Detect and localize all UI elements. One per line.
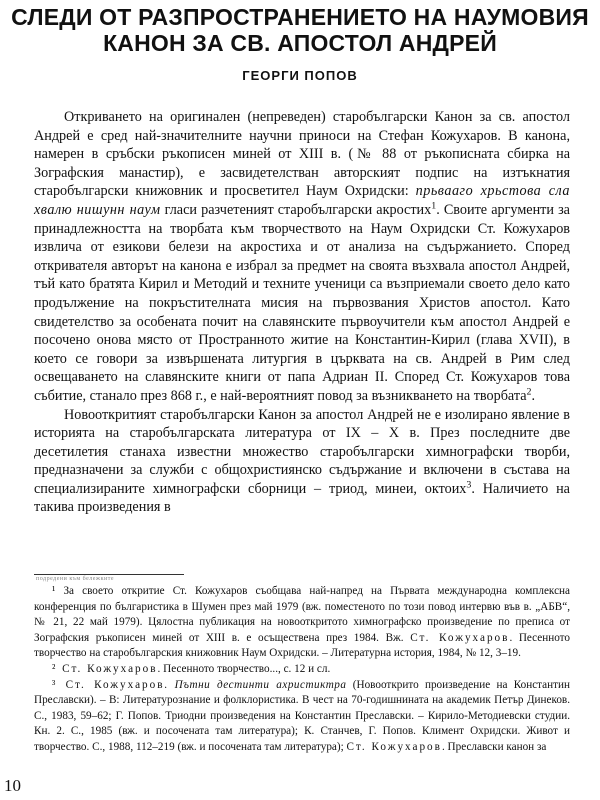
paragraph-1: Откриването на оригинален (непреведен) старобългарски Канон за св. апостол Андрей е сред най-значителните научни приноси на Стефан Кожухаров. В канона, намерен в сръбски ръкописен миней от XIII в. (№ 88 от ръкописната сбирка на Зографския манастир), е засвидетелстван авторският подпис на изтъкнатия старобългарски книжовник и просветител Наум Охридски: прьвааго хрьстова сла хвалю нишунн наум гласи разчетеният старобългарски акростих$^1$. Своите аргументи за принадлежността на творбата към творчеството на Наум Охридски Ст. Кожухаров извлича от езикови белези на акростиха и от анализа на съдържанието. Според откривателя авторът на канона е избрал за предмет на своята възхвала апостол Андрей, тъй като братята Кирил и Методий и техните ученици са възприемали своето дело като продължение на покръстителната мисия на първозвания Христов апостол. Като свидетелство за особената почит на славянските първоучители към апостол Андрей е посочено онова място от Пространното житие на Константин-Кирил (глава XVII), в което се говори за извършената литургия в църквата на св. Андрей в Рим след освещаването на славянските книги от папа Адриан II. Според Ст. Кожухаров това събитие, станало през 868 г., е най-вероятният повод за възникването на творбата$^2$.	[34, 109, 570, 404]
page-number: 10	[4, 776, 21, 795]
acrostic-text: прьвааго хрьстова сла хвалю нишунн наум	[34, 183, 570, 218]
article-title	[0, 4, 600, 56]
footnotes	[34, 584, 570, 756]
title-line-2: КАНОН ЗА СВ. АПОСТОЛ АНДРЕЙ	[103, 30, 497, 56]
article-body	[34, 108, 570, 517]
author-name: ГЕОРГИ ПОПОВ	[242, 68, 358, 83]
footnote-3: ³ Ст. Кожухаров. Пътни дестинти ахристиктрa (Новооткрито произведение на Константин Преславски). – В: Литературознание и фолклористика. В чест на 70-годишнината на академик Петър Динеков. С., 1983, 59–62; Г. Попов. Триодни произведения на Константин Преславски. – Кирило-Методиевски студии. Кн. 2. С., 1985 (вж. и посочената там литература); К. Станчев, Г. Попов. Климент Охридски. Живот и творчество. С., 1988, 112–219 (вж. и посочената там литература); Ст. Кожухаров. Преславски канон за	[34, 678, 570, 753]
title-line-1: СЛЕДИ ОТ РАЗПРОСТРАНЕНИЕТО НА НАУМОВИЯ	[11, 4, 589, 30]
footnote-ref-3: 3	[466, 479, 472, 491]
separator-note: подредени към бележките	[36, 576, 114, 582]
footnote-2: ² Ст. Кожухаров. Песенното творчество..., с. 12 и сл.	[52, 662, 331, 675]
footnote-separator	[34, 574, 184, 575]
footnote-ref-2: 2	[526, 386, 532, 398]
paragraph-2: Новооткритият старобългарски Канон за апостол Андрей не е изолирано явление в историята на старобългарската литература от IX – X в. През последните две десетилетия станаха известни множество старобългарски химнографски творби, предназначени за служби с общохристиянско съдържание и включени в състава на специализираните химнографски сборници – триод, минеи, октоих$^3$. Наличието на такива произведения в	[34, 406, 570, 516]
footnote-ref-1: 1	[431, 200, 437, 212]
footnote-1: ¹ За своето откритие Ст. Кожухаров съобщава най-напред на Първата международна комплексна конференция по българистика в Шумен през май 1979 (вж. поместеното по този повод интервю във в. „АБВ“, № 21, 22 май 1979). Цялостна публикация на новооткритото химнографско произведение по преписа от Зографския ръкописен миней от XIII в. е осъществена през 1984. Вж. Ст. Кожухаров. Песенното творчество на старобългарския книжовник Наум Охридски. – Литературна история, 1984, № 12, 3–19.	[34, 585, 571, 660]
